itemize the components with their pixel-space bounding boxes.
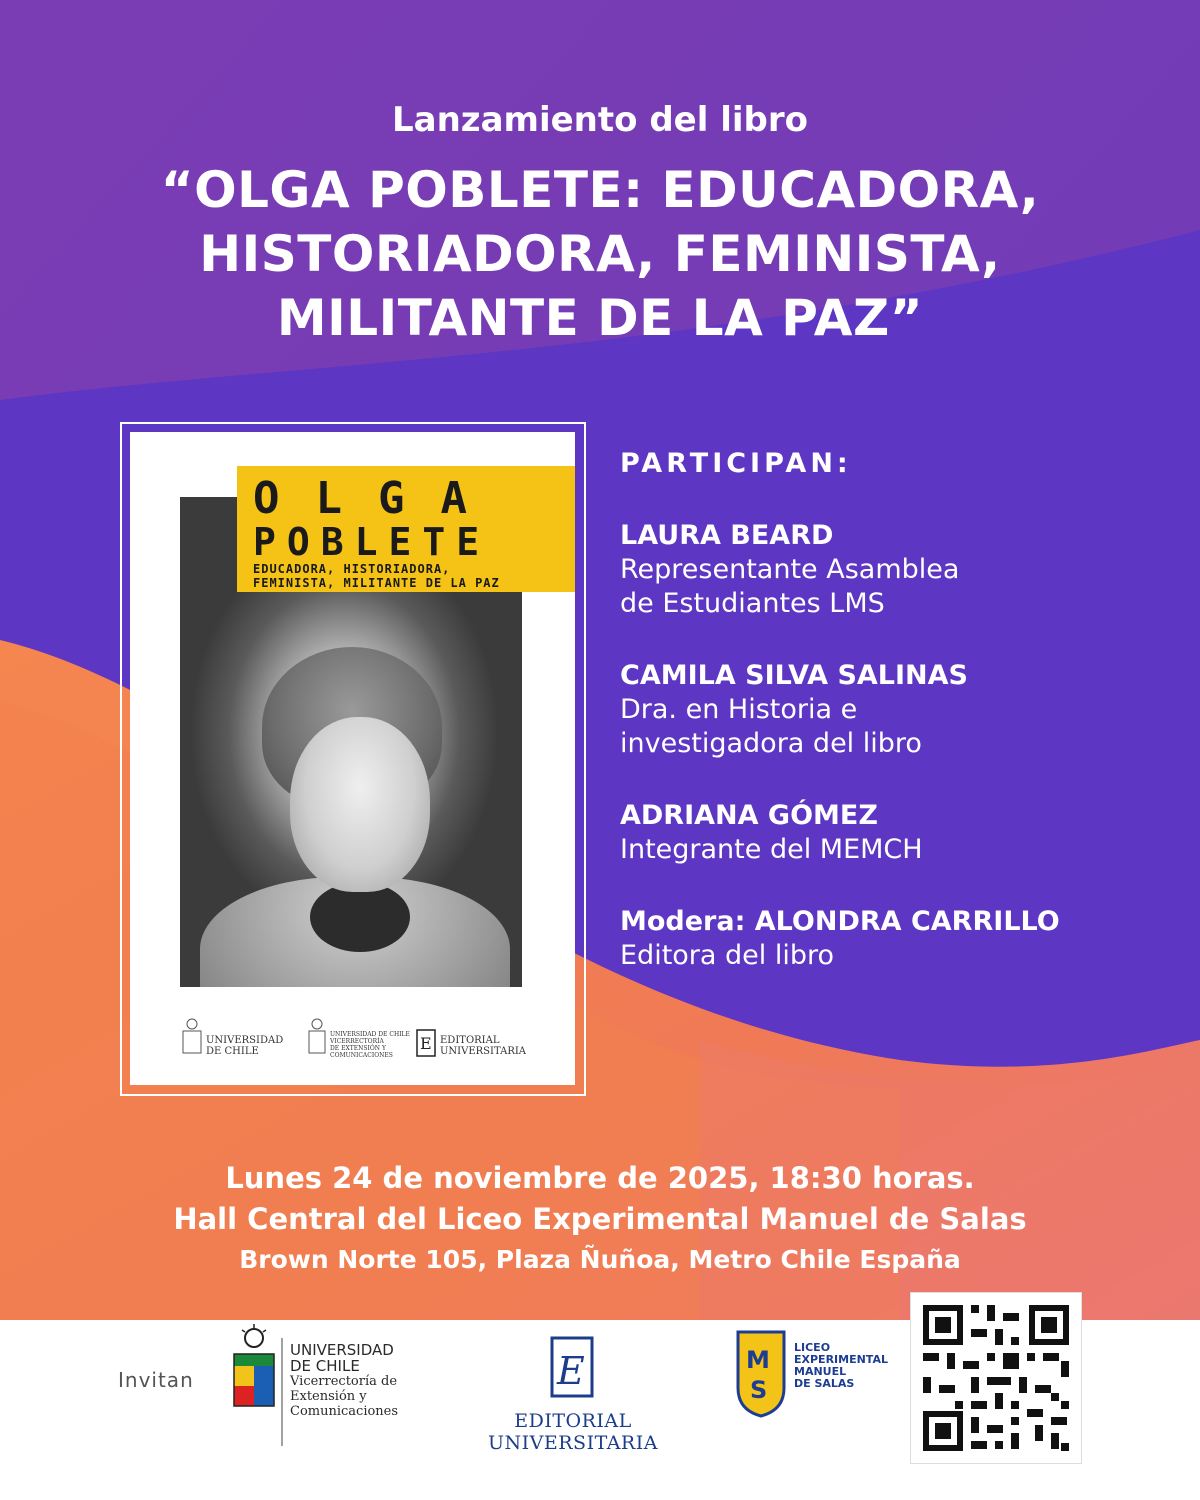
moderator-name: Modera: ALONDRA CARRILLO xyxy=(620,906,1060,937)
vicerrectoria-crest-icon xyxy=(306,1017,328,1059)
participants-list xyxy=(620,446,1180,972)
participant-role: Representante Asamblea xyxy=(620,554,960,585)
participant-name: ADRIANA GÓMEZ xyxy=(620,800,878,831)
participant-name: CAMILA SILVA SALINAS xyxy=(620,660,968,691)
lms-text: LICEO EXPERIMENTAL MANUEL DE SALAS xyxy=(794,1341,888,1390)
event-date: Lunes 24 de noviembre de 2025, 18:30 horas. xyxy=(225,1161,975,1195)
uchile-text: UNIVERSIDAD DE CHILE Vicerrectoría de Extensión y Comunicaciones xyxy=(290,1341,399,1419)
event-details xyxy=(0,1158,1200,1280)
book-title xyxy=(0,158,1200,350)
moderator-role: Editora del libro xyxy=(620,940,835,971)
footer xyxy=(0,1320,1200,1500)
participant xyxy=(620,520,1180,620)
cover-logo-vicerrectoria: UNIVERSIDAD DE CHILE VICERRECTORÍA DE EXTENSIÓN Y COMUNICACIONES xyxy=(330,1031,410,1059)
event-venue: Hall Central del Liceo Experimental Manuel de Salas xyxy=(173,1202,1027,1236)
svg-text:S: S xyxy=(750,1376,768,1404)
book-title-line: MILITANTE DE LA PAZ” xyxy=(276,289,924,347)
participant-role: Integrante del MEMCH xyxy=(620,834,923,865)
participant xyxy=(620,800,1180,866)
participant-role: investigadora del libro xyxy=(620,728,922,759)
uchile-crest-icon xyxy=(228,1324,288,1454)
pretitle: Lanzamiento del libro xyxy=(391,100,808,140)
cover-word-poblete: POBLETE xyxy=(253,520,491,564)
participant-role: Dra. en Historia e xyxy=(620,694,858,725)
editorial-monogram-icon xyxy=(548,1336,598,1400)
portrait-neck xyxy=(310,882,410,952)
logo-lms xyxy=(734,1328,888,1424)
logo-uchile xyxy=(228,1324,399,1458)
participants-label: PARTICIPAN: xyxy=(620,448,852,479)
invitan-label: Invitan xyxy=(118,1368,194,1392)
book-title-line: “OLGA POBLETE: EDUCADORA, xyxy=(160,161,1040,219)
svg-text:E: E xyxy=(557,1349,585,1393)
lms-shield-icon xyxy=(734,1328,790,1420)
cover-word-olga: OLGA xyxy=(253,473,503,524)
cover-logos xyxy=(180,1017,540,1067)
header xyxy=(0,98,1200,350)
cover-logo-editorial: EDITORIAL UNIVERSITARIA xyxy=(440,1035,527,1057)
cover-title-box xyxy=(237,466,575,592)
editorial-monogram-icon xyxy=(416,1029,436,1057)
svg-text:E: E xyxy=(420,1034,432,1053)
cover-subtitle-line: EDUCADORA, HISTORIADORA, xyxy=(253,562,451,576)
cover-logo-uchile: UNIVERSIDAD DE CHILE xyxy=(206,1035,284,1057)
svg-text:M: M xyxy=(746,1346,770,1374)
participant-name: LAURA BEARD xyxy=(620,520,834,551)
book-title-line: HISTORIADORA, FEMINISTA, xyxy=(199,225,1001,283)
portrait-face xyxy=(290,717,430,892)
cover-subtitle-line: FEMINISTA, MILITANTE DE LA PAZ xyxy=(253,576,500,590)
moderator xyxy=(620,906,1180,972)
logo-editorial xyxy=(428,1336,718,1454)
uchile-crest-icon xyxy=(180,1017,204,1059)
qr-code-icon xyxy=(911,1293,1081,1463)
participant-role: de Estudiantes LMS xyxy=(620,588,885,619)
qr-code[interactable] xyxy=(910,1292,1082,1464)
event-address: Brown Norte 105, Plaza Ñuñoa, Metro Chile España xyxy=(239,1245,961,1274)
participant xyxy=(620,660,1180,760)
editorial-name: EDITORIAL UNIVERSITARIA xyxy=(488,1410,658,1454)
book-cover xyxy=(130,432,575,1085)
